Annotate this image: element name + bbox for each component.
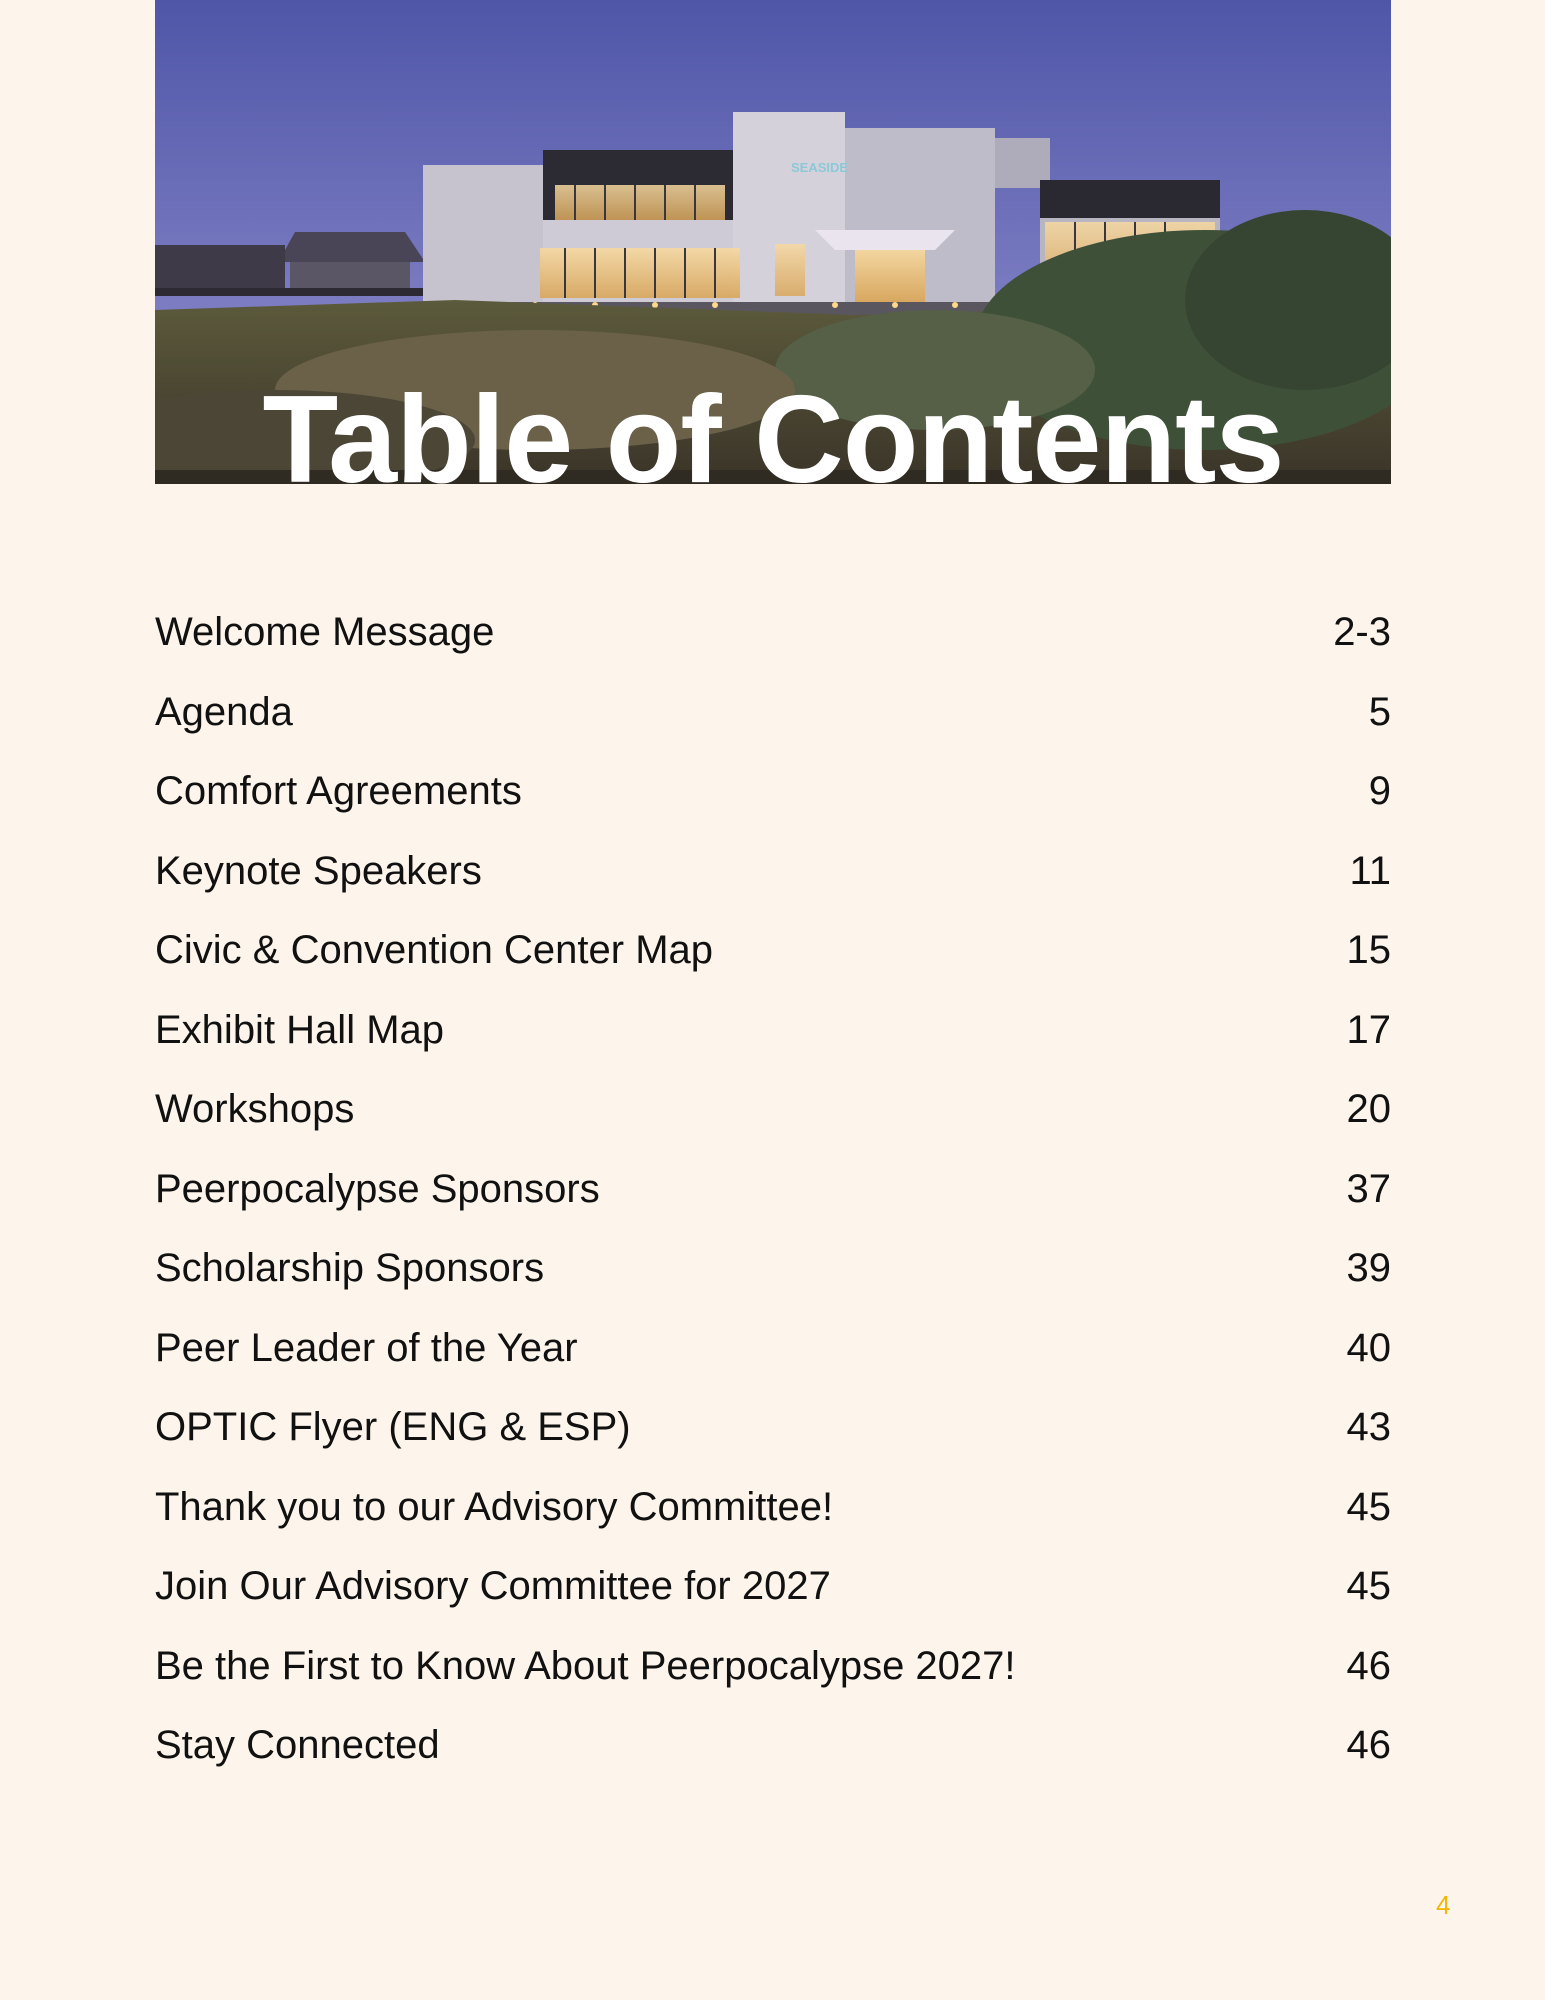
toc-entry[interactable] [155, 1468, 1391, 1548]
toc-entry[interactable] [155, 991, 1391, 1071]
toc-entry-page: 46 [1346, 1643, 1391, 1688]
toc-entry-label: Be the First to Know About Peerpocalypse 2027! [155, 1643, 1016, 1688]
toc-entry[interactable] [155, 832, 1391, 912]
toc-entry-label: Peerpocalypse Sponsors [155, 1166, 600, 1211]
toc-entry[interactable] [155, 1070, 1391, 1150]
toc-entry-page: 20 [1346, 1087, 1391, 1132]
toc-entry-label: Peer Leader of the Year [155, 1325, 578, 1370]
toc-entry-label: Workshops [155, 1087, 355, 1132]
svg-text:SEASIDE: SEASIDE [791, 160, 849, 175]
toc-entry-label: Keynote Speakers [155, 848, 482, 893]
toc-entry-label: Comfort Agreements [155, 769, 522, 814]
toc-entry-page: 17 [1346, 1007, 1391, 1052]
toc-entry-label: Stay Connected [155, 1723, 440, 1768]
toc-entry[interactable] [155, 1150, 1391, 1230]
toc-entry-page: 5 [1368, 689, 1391, 734]
toc-entry-label: Thank you to our Advisory Committee! [155, 1484, 834, 1529]
toc-entry-page: 45 [1346, 1484, 1391, 1529]
header-image [155, 0, 1391, 484]
toc-entry[interactable] [155, 911, 1391, 991]
toc-entry[interactable] [155, 1627, 1391, 1707]
toc-entry[interactable] [155, 593, 1391, 673]
page-title: Table of Contents [262, 371, 1284, 484]
toc-entry-page: 43 [1346, 1405, 1391, 1450]
toc-entry-page: 37 [1346, 1166, 1391, 1211]
toc-entry-label: Scholarship Sponsors [155, 1246, 545, 1291]
toc-entry-page: 11 [1349, 848, 1391, 893]
toc-entry[interactable] [155, 752, 1391, 832]
toc-entry[interactable] [155, 1229, 1391, 1309]
toc-entry-page: 40 [1346, 1325, 1391, 1370]
toc-entry-label: OPTIC Flyer (ENG & ESP) [155, 1405, 631, 1450]
toc-entry[interactable] [155, 1388, 1391, 1468]
table-of-contents [155, 593, 1391, 1786]
toc-entry[interactable] [155, 673, 1391, 753]
toc-entry-page: 45 [1346, 1564, 1391, 1609]
toc-entry-page: 15 [1346, 928, 1391, 973]
toc-entry-label: Welcome Message [155, 610, 495, 655]
toc-entry-page: 46 [1346, 1723, 1391, 1768]
toc-entry[interactable] [155, 1309, 1391, 1389]
toc-entry-label: Civic & Convention Center Map [155, 928, 714, 973]
toc-entry-page: 2-3 [1333, 610, 1391, 655]
toc-entry[interactable] [155, 1547, 1391, 1627]
toc-entry[interactable] [155, 1706, 1391, 1786]
toc-entry-label: Join Our Advisory Committee for 2027 [155, 1564, 831, 1609]
toc-entry-label: Exhibit Hall Map [155, 1007, 445, 1052]
toc-entry-page: 39 [1346, 1246, 1391, 1291]
toc-entry-label: Agenda [155, 689, 293, 734]
toc-entry-page: 9 [1368, 769, 1391, 814]
page-number: 4 [1436, 1890, 1451, 1920]
